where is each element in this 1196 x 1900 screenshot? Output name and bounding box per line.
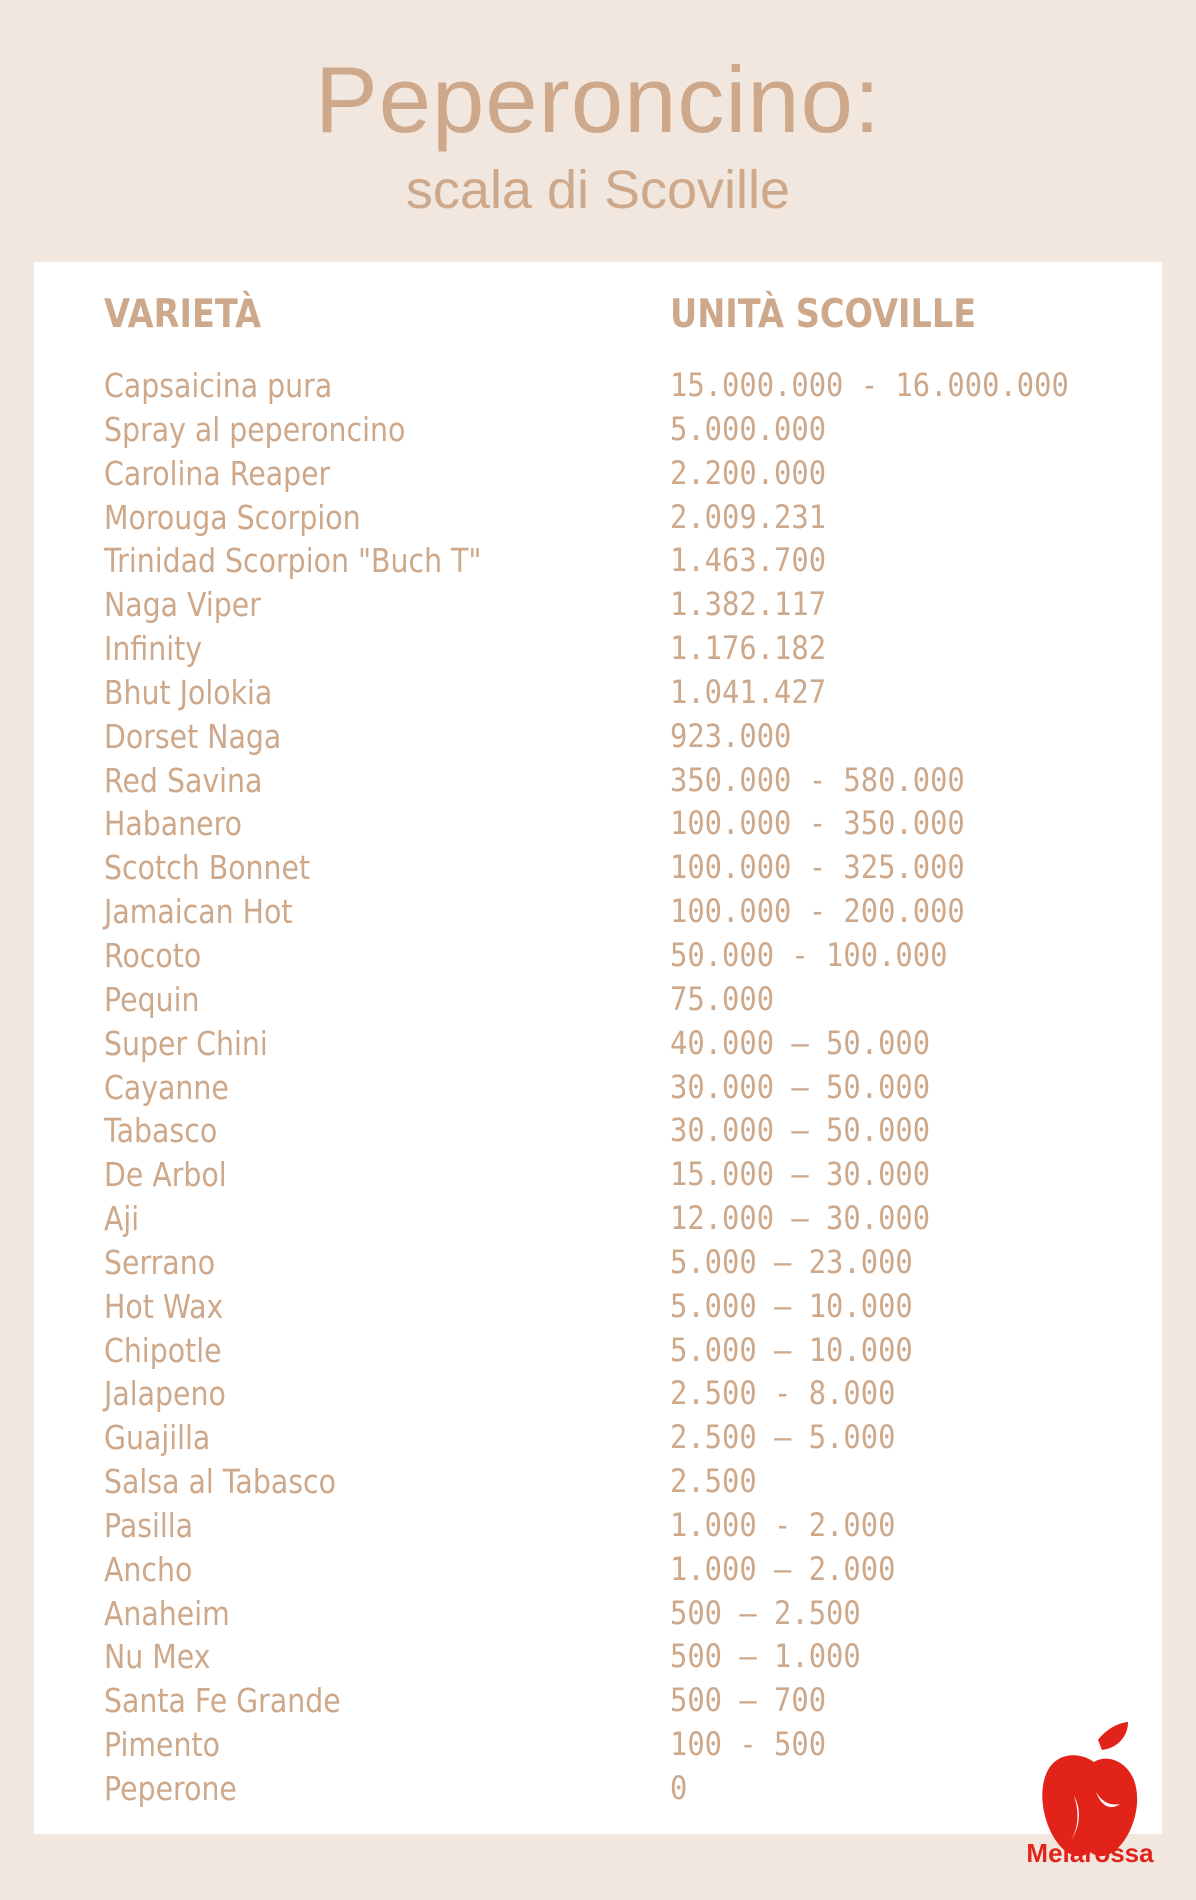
table-row [34, 1767, 1162, 1811]
table-row [34, 759, 1162, 803]
scoville-value: 2.200.000 [670, 453, 827, 492]
scoville-value: 100.000 - 350.000 [670, 804, 965, 843]
scoville-value: 2.500 [670, 1462, 757, 1501]
scoville-value: 500 – 1.000 [670, 1637, 861, 1676]
scoville-value: 15.000.000 - 16.000.000 [670, 366, 1069, 404]
variety-name: Ancho [104, 1549, 193, 1589]
variety-name: Dorset Naga [104, 716, 282, 756]
table-row [34, 1416, 1162, 1460]
variety-name: Guajilla [104, 1418, 211, 1458]
scoville-table-card [34, 262, 1162, 1834]
variety-name: Spray al peperoncino [104, 409, 406, 449]
table-row [34, 934, 1162, 978]
variety-name: Pasilla [104, 1505, 194, 1545]
scoville-value: 100.000 - 200.000 [670, 892, 965, 931]
table-row [34, 1197, 1162, 1241]
variety-name: Santa Fe Grande [104, 1681, 341, 1721]
scoville-value: 5.000 – 10.000 [670, 1286, 913, 1325]
table-row [34, 1241, 1162, 1285]
table-row [34, 1548, 1162, 1592]
variety-name: Serrano [104, 1242, 216, 1282]
table-row [34, 1109, 1162, 1153]
table-row [34, 671, 1162, 715]
table-row [34, 978, 1162, 1022]
table-row [34, 1504, 1162, 1548]
variety-name: Jamaican Hot [104, 892, 293, 932]
table-row [34, 496, 1162, 540]
variety-name: Jalapeno [104, 1374, 226, 1414]
scoville-value: 5.000 – 10.000 [670, 1330, 913, 1369]
variety-name: Bhut Jolokia [104, 672, 273, 712]
scoville-value: 75.000 [670, 979, 775, 1018]
table-row [34, 583, 1162, 627]
variety-name: Super Chini [104, 1023, 268, 1063]
table-row [34, 539, 1162, 583]
variety-name: Capsaicina pura [104, 366, 333, 405]
scoville-value: 1.000 - 2.000 [670, 1505, 896, 1544]
variety-name: Morouga Scorpion [104, 497, 361, 537]
scoville-value: 0 [670, 1769, 688, 1807]
scoville-value: 2.500 – 5.000 [670, 1418, 896, 1457]
table-row [34, 1022, 1162, 1066]
scoville-value: 500 – 700 [670, 1681, 827, 1720]
variety-name: Carolina Reaper [104, 453, 331, 493]
table-row [34, 1285, 1162, 1329]
table-row [34, 802, 1162, 846]
page-subtitle: scala di Scoville [405, 160, 791, 220]
table-row [34, 1066, 1162, 1110]
variety-name: Anaheim [104, 1593, 230, 1633]
variety-name: Scotch Bonnet [104, 848, 311, 888]
table-row [34, 1635, 1162, 1679]
table-row [34, 408, 1162, 452]
table-row [34, 627, 1162, 671]
table-row [34, 1679, 1162, 1723]
variety-name: Trinidad Scorpion "Buch T" [104, 541, 482, 581]
variety-name: Hot Wax [104, 1286, 224, 1326]
variety-name: Pimento [104, 1725, 220, 1765]
scoville-value: 500 – 2.500 [670, 1593, 861, 1632]
variety-name: Salsa al Tabasco [104, 1462, 336, 1502]
scoville-value: 100 - 500 [670, 1725, 827, 1764]
column-header-scoville: UNITÀ SCOVILLE [670, 292, 977, 337]
scoville-value: 2.500 - 8.000 [670, 1374, 896, 1413]
scoville-value: 1.176.182 [670, 629, 827, 668]
scoville-value: 1.041.427 [670, 672, 827, 711]
column-header-variety: VARIETÀ [104, 292, 262, 337]
variety-name: Chipotle [104, 1330, 222, 1370]
scoville-value: 100.000 - 325.000 [670, 848, 965, 887]
scoville-value: 50.000 - 100.000 [670, 935, 948, 974]
table-body [34, 364, 1162, 1811]
table-row [34, 1723, 1162, 1767]
variety-name: Rocoto [104, 935, 202, 975]
variety-name: Pequin [104, 979, 200, 1019]
variety-name: Infinity [104, 629, 203, 669]
variety-name: Red Savina [104, 760, 263, 800]
table-row [34, 1460, 1162, 1504]
table-row [34, 890, 1162, 934]
scoville-value: 40.000 – 50.000 [670, 1023, 931, 1062]
scoville-value: 350.000 - 580.000 [670, 760, 965, 799]
scoville-value: 1.463.700 [670, 541, 827, 580]
table-row [34, 1592, 1162, 1636]
table-row [34, 715, 1162, 759]
table-row [34, 364, 1162, 408]
variety-name: Aji [104, 1199, 140, 1239]
variety-name: De Arbol [104, 1155, 227, 1195]
scoville-value: 5.000 – 23.000 [670, 1242, 913, 1281]
scoville-value: 1.000 – 2.000 [670, 1549, 896, 1588]
table-row [34, 846, 1162, 890]
variety-name: Cayanne [104, 1067, 229, 1107]
scoville-value: 15.000 – 30.000 [670, 1155, 931, 1194]
variety-name: Naga Viper [104, 585, 261, 625]
variety-name: Tabasco [104, 1111, 218, 1151]
table-row [34, 1153, 1162, 1197]
brand-name: Melarossa [1026, 1838, 1154, 1868]
scoville-value: 5.000.000 [670, 409, 827, 448]
page-title: Peperoncino: [315, 47, 881, 152]
table-row [34, 1329, 1162, 1373]
scoville-value: 923.000 [670, 716, 792, 755]
scoville-value: 30.000 – 50.000 [670, 1067, 931, 1106]
scoville-value: 12.000 – 30.000 [670, 1199, 931, 1238]
scoville-value: 2.009.231 [670, 497, 827, 536]
scoville-value: 1.382.117 [670, 585, 827, 624]
scoville-value: 30.000 – 50.000 [670, 1111, 931, 1150]
table-row [34, 1372, 1162, 1416]
variety-name: Nu Mex [104, 1637, 211, 1677]
variety-name: Habanero [104, 804, 243, 844]
table-row [34, 452, 1162, 496]
variety-name: Peperone [104, 1769, 237, 1808]
